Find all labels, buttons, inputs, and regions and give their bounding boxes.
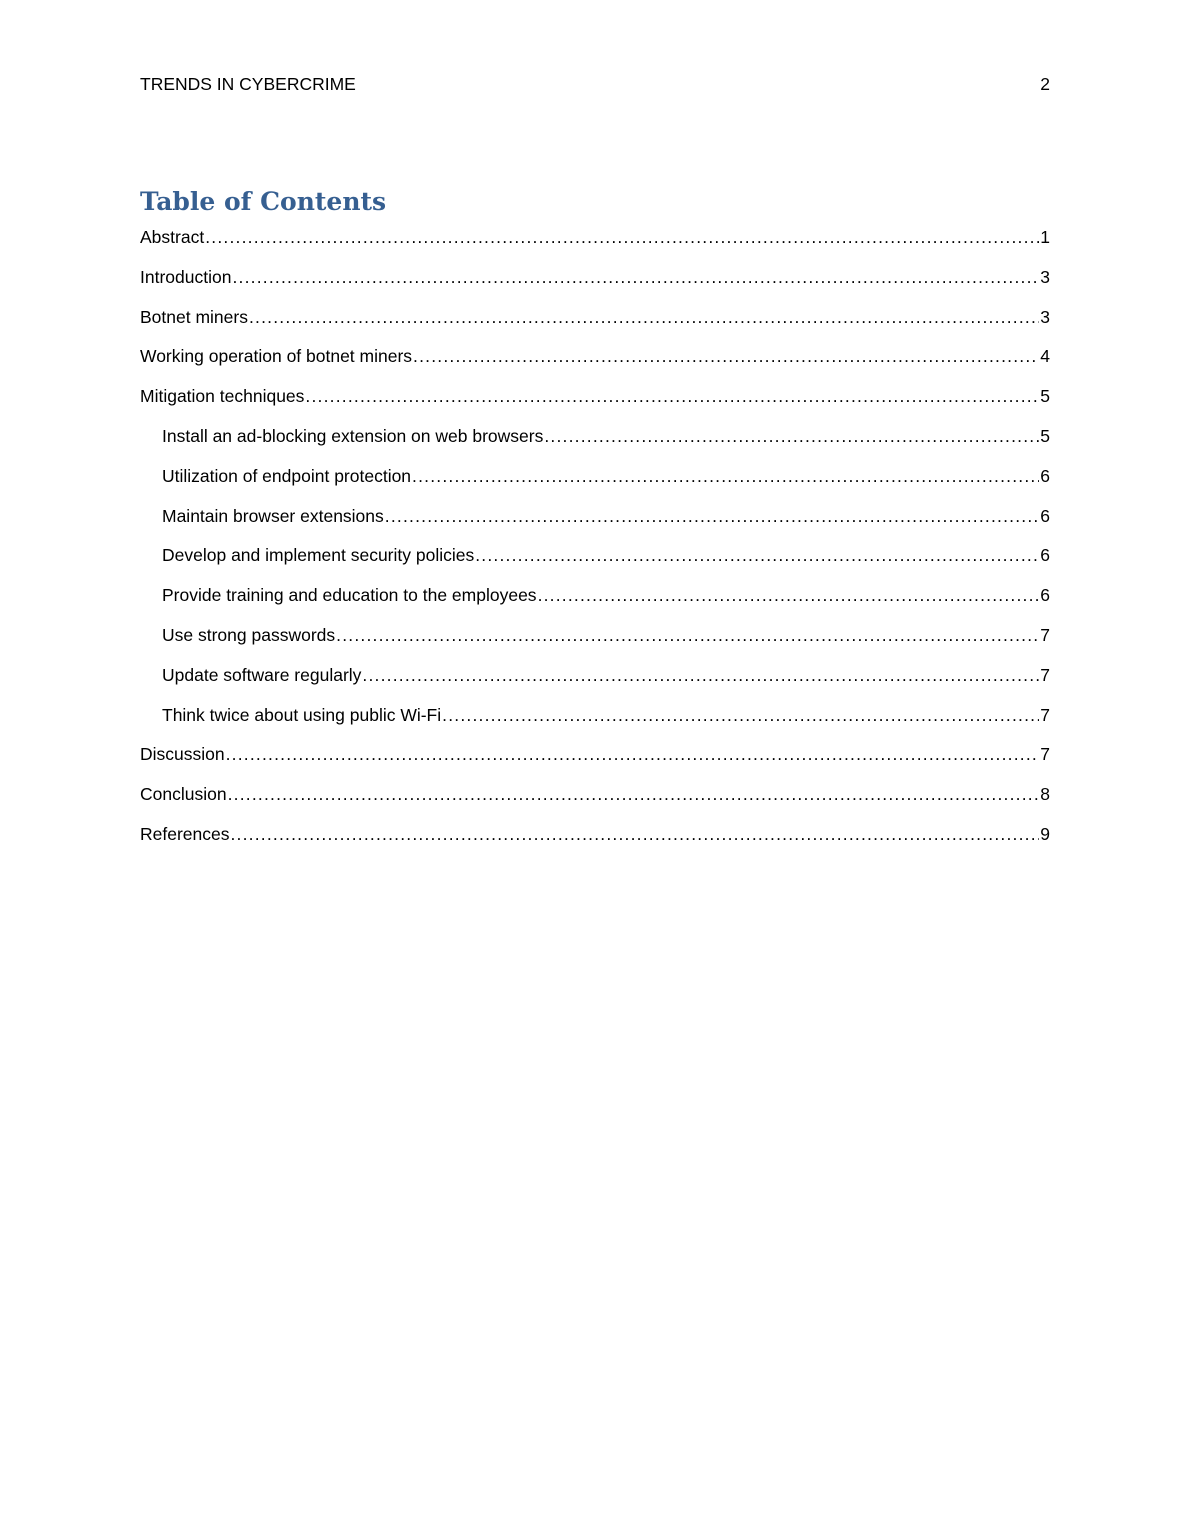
dot-leader bbox=[413, 343, 1039, 369]
toc-entry-label: Develop and implement security policies bbox=[162, 545, 475, 566]
toc-entry-label: Use strong passwords bbox=[162, 624, 336, 645]
dot-leader bbox=[475, 542, 1039, 568]
running-header bbox=[140, 72, 1050, 96]
toc-entry-botnet-miners[interactable] bbox=[140, 304, 1050, 344]
toc-entry-label: Update software regularly bbox=[162, 664, 362, 685]
toc-entry-browser-extensions[interactable] bbox=[140, 503, 1050, 543]
dot-leader bbox=[538, 582, 1040, 608]
dot-leader bbox=[442, 702, 1039, 728]
toc-entry-label: Think twice about using public Wi-Fi bbox=[162, 704, 442, 725]
toc-entry-page: 6 bbox=[1040, 585, 1050, 606]
dot-leader bbox=[205, 224, 1039, 250]
dot-leader bbox=[544, 423, 1039, 449]
toc-entry-update-software[interactable] bbox=[140, 662, 1050, 702]
toc-entry-label: Conclusion bbox=[140, 784, 227, 805]
page-number: 2 bbox=[1040, 74, 1050, 94]
toc-entry-label: Mitigation techniques bbox=[140, 386, 305, 407]
dot-leader bbox=[249, 304, 1039, 330]
toc-entry-page: 5 bbox=[1040, 425, 1050, 446]
toc-entry-page: 7 bbox=[1040, 624, 1050, 645]
toc-entry-label: Provide training and education to the employees bbox=[162, 585, 537, 606]
toc-entry-public-wifi[interactable] bbox=[140, 702, 1050, 742]
toc-entry-label: Working operation of botnet miners bbox=[140, 346, 413, 367]
toc-entry-page: 1 bbox=[1040, 227, 1050, 247]
toc-entry-label: Utilization of endpoint protection bbox=[162, 465, 412, 486]
toc-entry-page: 9 bbox=[1040, 823, 1050, 844]
dot-leader bbox=[305, 383, 1039, 409]
toc-entry-security-policies[interactable] bbox=[140, 542, 1050, 582]
toc-entry-page: 6 bbox=[1040, 505, 1050, 526]
toc-entry-page: 3 bbox=[1040, 306, 1050, 327]
toc-entry-label: Maintain browser extensions bbox=[162, 505, 384, 526]
dot-leader bbox=[336, 622, 1039, 648]
dot-leader bbox=[232, 264, 1039, 290]
dot-leader bbox=[385, 503, 1039, 529]
toc-entry-page: 7 bbox=[1040, 664, 1050, 685]
dot-leader bbox=[231, 821, 1040, 847]
toc-entry-label: References bbox=[140, 823, 230, 844]
toc-entry-conclusion[interactable] bbox=[140, 781, 1050, 821]
toc-entry-page: 7 bbox=[1040, 704, 1050, 725]
toc-entry-page: 6 bbox=[1040, 545, 1050, 566]
toc-entry-label: Install an ad-blocking extension on web browsers bbox=[162, 425, 544, 446]
toc-entry-abstract[interactable] bbox=[140, 224, 1050, 264]
toc-entry-mitigation-techniques[interactable] bbox=[140, 383, 1050, 423]
toc-entry-introduction[interactable] bbox=[140, 264, 1050, 304]
toc-entry-label: Botnet miners bbox=[140, 306, 248, 327]
toc-entry-working-operation[interactable] bbox=[140, 343, 1050, 383]
dot-leader bbox=[412, 463, 1039, 489]
toc-heading: Table of Contents bbox=[140, 187, 387, 216]
toc-entry-label: Abstract bbox=[140, 227, 205, 247]
dot-leader bbox=[362, 662, 1039, 688]
toc-entry-references[interactable] bbox=[140, 821, 1050, 861]
toc-entry-discussion[interactable] bbox=[140, 741, 1050, 781]
toc-entry-page: 7 bbox=[1040, 744, 1050, 765]
toc-entry-strong-passwords[interactable] bbox=[140, 622, 1050, 662]
dot-leader bbox=[226, 741, 1040, 767]
toc-entry-page: 3 bbox=[1040, 266, 1050, 287]
toc-entry-ad-blocking[interactable] bbox=[140, 423, 1050, 463]
table-of-contents bbox=[140, 224, 1050, 861]
dot-leader bbox=[228, 781, 1040, 807]
toc-entry-training-education[interactable] bbox=[140, 582, 1050, 622]
toc-entry-page: 8 bbox=[1040, 784, 1050, 805]
toc-entry-label: Introduction bbox=[140, 266, 232, 287]
toc-entry-endpoint-protection[interactable] bbox=[140, 463, 1050, 503]
toc-entry-page: 5 bbox=[1040, 386, 1050, 407]
toc-entry-label: Discussion bbox=[140, 744, 225, 765]
toc-entry-page: 4 bbox=[1040, 346, 1050, 367]
toc-entry-page: 6 bbox=[1040, 465, 1050, 486]
running-title: TRENDS IN CYBERCRIME bbox=[140, 74, 356, 94]
